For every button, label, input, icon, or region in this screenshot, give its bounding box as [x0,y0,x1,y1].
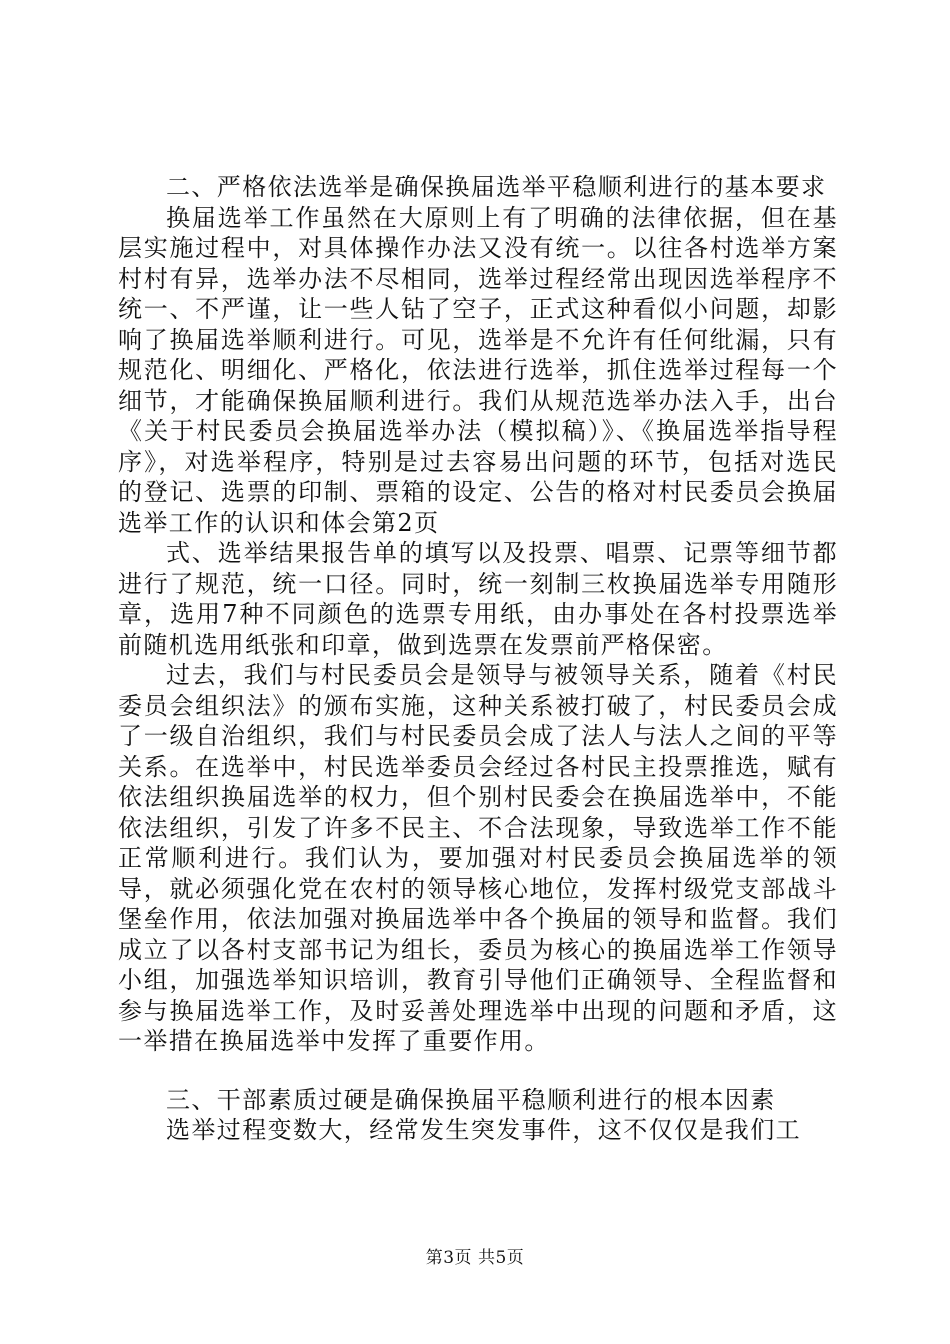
document-body [118,172,838,1146]
section-heading-3: 三、干部素质过硬是确保换届平稳顺利进行的根本因素 [166,1085,776,1114]
page-footer: 第3页 共5页 [425,1248,525,1268]
section-heading-2: 二、严格依法选举是确保换届选举平稳顺利进行的基本要求 [166,173,827,201]
paragraph-cadre-quality: 选举过程变数大，经常发生突发事件，这不仅仅是我们工 [166,1116,801,1144]
paragraph-election-procedures: 换届选举工作虽然在大原则上有了明确的法律依据，但在基层实施过程中，对具体操作办法又没有统一。以往各村选举方案村村有异，选举办法不尽相同，选举过程经常出现因选举程序不统一、不严谨，让一些人钻了空子，正式这种看似小问题，却影响了换届选举顺利进行。可见，选举是不允许有任何纰漏，只有规范化、明细化、严格化，依法进行选举，抓住选举过程每一个细节，才能确保换届顺利进行。我们从规范选举办法入手，出台《关于村民委员会换届选举办法（模拟稿）》、《换届选举指导程序》，对选举程序，特别是过去容易出问题的环节，包括对选民的登记、选票的印制、票箱的设定、公告的格对村民委员会换届选举工作的认识和体会第2页 [118,203,838,537]
paragraph-ballot-standards: 式、选举结果报告单的填写以及投票、唱票、记票等细节都进行了规范，统一口径。同时，统一刻制三枚换届选举专用随形章，选用7种不同颜色的选票专用纸，由办事处在各村投票选举前随机选用纸张和印章，做到选票在发票前严格保密。 [118,539,838,659]
paragraph-party-leadership: 过去，我们与村民委员会是领导与被领导关系，随着《村民委员会组织法》的颁布实施，这种关系被打破了，村民委员会成了一级自治组织，我们与村民委员会成了法人与法人之间的平等关系。在选举中，村民选举委员会经过各村民主投票推选，赋有依法组织换届选举的权力，但个别村民委会在换届选举中，不能依法组织，引发了许多不民主、不合法现象，导致选举工作不能正常顺利进行。我们认为，要加强对村民委员会换届选举的领导，就必须强化党在农村的领导核心地位，发挥村级党支部战斗堡垒作用，依法加强对换届选举中各个换届的领导和监督。我们成立了以各村支部书记为组长，委员为核心的换届选举工作领导小组，加强选举知识培训，教育引导他们正确领导、全程监督和参与换届选举工作，及时妥善处理选举中出现的问题和矛盾，这一举措在换届选举中发挥了重要作用。 [118,661,838,1055]
